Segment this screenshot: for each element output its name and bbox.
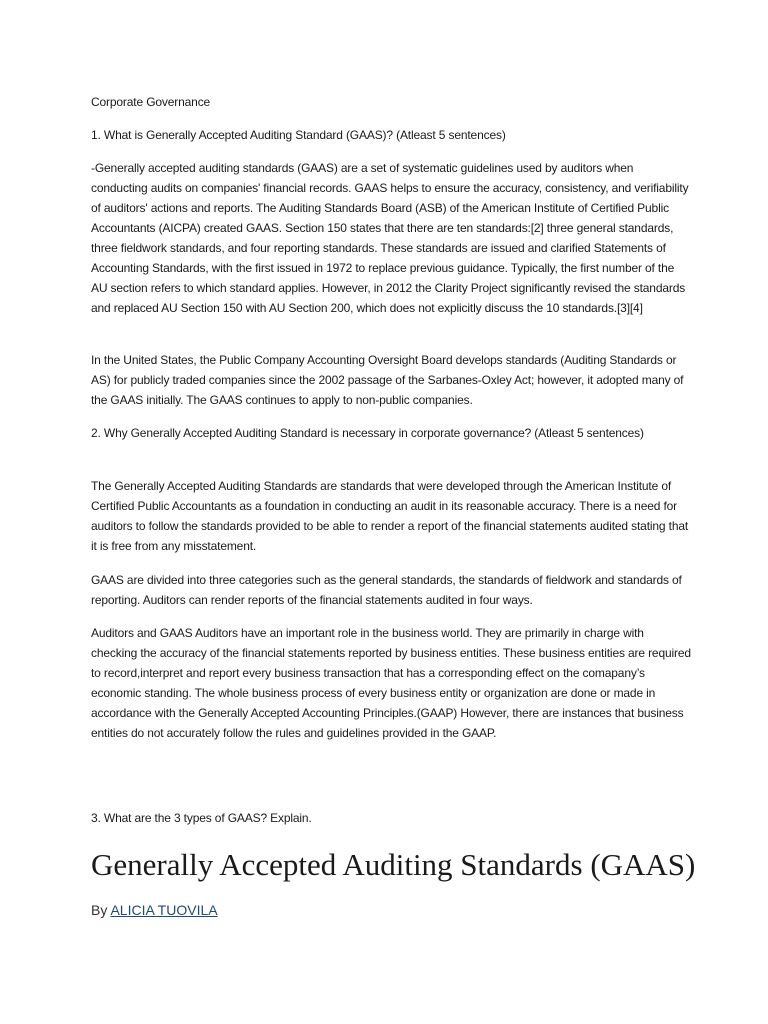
- answer-1-paragraph-2: In the United States, the Public Company Accounting Oversight Board develops standards (Auditing Standards or AS) for publicly traded companies since the 2002 passage of the Sarbanes-Oxley Act; however, it adopted many of the GAAS initially. The GAAS continues to apply to non-public companies.: [91, 353, 684, 407]
- article-heading: Generally Accepted Auditing Standards (GAAS): [91, 847, 696, 882]
- question-3: 3. What are the 3 types of GAAS? Explain.: [91, 811, 312, 825]
- byline-prefix: By: [91, 902, 111, 918]
- answer-2-paragraph-3: Auditors and GAAS Auditors have an important role in the business world. They are primarily in charge with checking the accuracy of the financial statements reported by business entities. These business entities are required to record,interpret and report every business transaction that has a corresponding effect on the comapany’s economic standing. The whole business process of every business entity or organization are done or made in accordance with the Generally Accepted Accounting Principles.(GAAP) However, there are instances that business entities do not accurately follow the rules and guidelines provided in the GAAP.: [91, 626, 691, 740]
- answer-1-paragraph-1: -Generally accepted auditing standards (GAAS) are a set of systematic guidelines used by auditors when conducting audits on companies' financial records. GAAS helps to ensure the accuracy, consistency, and verifiability of auditors' actions and reports. The Auditing Standards Board (ASB) of the American Institute of Certified Public Accountants (AICPA) created GAAS. Section 150 states that there are ten standards:[2] three general standards, three fieldwork standards, and four reporting standards. These standards are issued and clarified Statements of Accounting Standards, with the first issued in 1972 to replace previous guidance. Typically, the first number of the AU section refers to which standard applies. However, in 2012 the Clarity Project significantly revised the standards and replaced AU Section 150 with AU Section 200, which does not explicitly discuss the 10 standards.[3][4]: [91, 161, 689, 315]
- question-2: 2. Why Generally Accepted Auditing Standard is necessary in corporate governance? (Atleast 5 sentences): [91, 426, 644, 440]
- question-1: 1. What is Generally Accepted Auditing Standard (GAAS)? (Atleast 5 sentences): [91, 128, 506, 142]
- answer-2-paragraph-1: The Generally Accepted Auditing Standards are standards that were developed through the American Institute of Certified Public Accountants as a foundation in conducting an audit in its reasonable accuracy. There is a need for auditors to follow the standards provided to be able to render a report of the financial statements audited stating that it is free from any misstatement.: [91, 479, 689, 553]
- document-title: Corporate Governance: [91, 95, 211, 109]
- answer-2-paragraph-2: GAAS are divided into three categories such as the general standards, the standards of fieldwork and standards of reporting. Auditors can render reports of the financial statements audited in four ways.: [91, 573, 682, 607]
- byline: [91, 898, 218, 922]
- author-link[interactable]: ALICIA TUOVILA: [110, 902, 218, 918]
